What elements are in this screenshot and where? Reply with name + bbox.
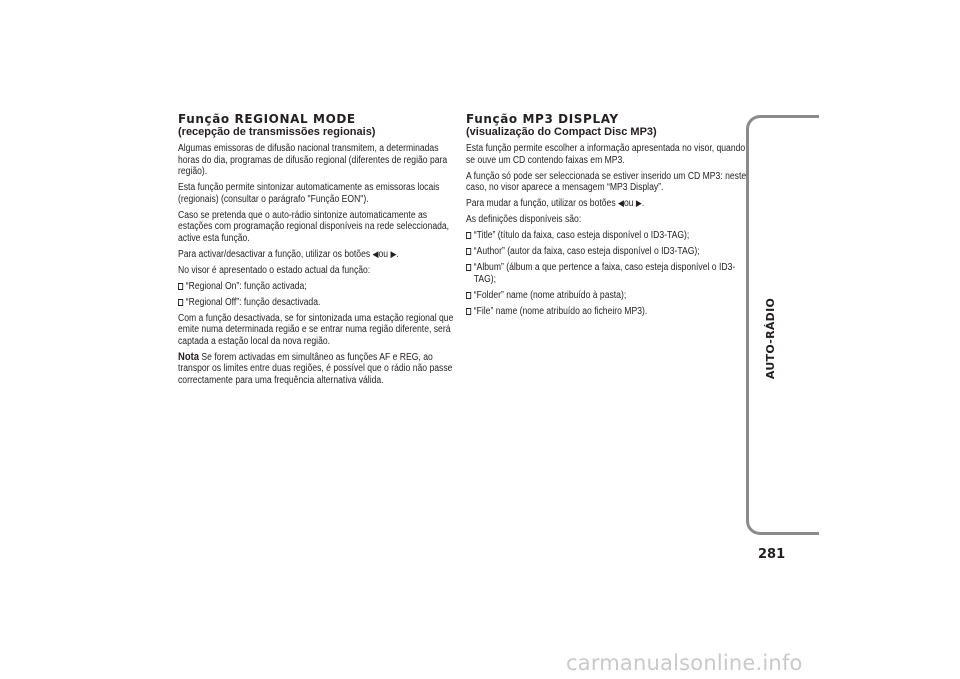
list-item-text: “Album” (álbum a que pertence a faixa, caso esteja disponível o ID3-TAG); <box>473 262 736 285</box>
paragraph: As definições disponíveis são: <box>466 214 582 225</box>
list-item-text: “Regional On”: função activada; <box>185 280 307 292</box>
period: . <box>641 198 645 209</box>
list-item <box>178 297 459 309</box>
or-text: ou <box>623 198 634 209</box>
paragraph: A função só pode ser seleccionada se estiver inserido um CD MP3: neste caso, no visor aparece a mensagem “MP3 Display”. <box>466 170 747 193</box>
list-item <box>178 281 459 293</box>
list-item-text: “Regional Off”: função desactivada. <box>185 296 321 308</box>
paragraph: Com a função desactivada, se for sintonizada uma estação regional que emite numa determinada região e se entrar numa região diferente, será captada a estação local da nova região. <box>178 312 454 347</box>
checkbox-bullet-icon <box>466 232 471 239</box>
note-text: Se forem activadas em simultâneo as funções AF e REG, ao transpor os limites entre duas regiões, é possível que o rádio não passe correctamente para uma frequência alternativa válida. <box>178 351 453 386</box>
checkbox-bullet-icon <box>466 248 471 255</box>
section-label-text: AUTO-RÁDIO <box>764 297 778 379</box>
paragraph: Esta função permite sintonizar automaticamente as emissoras locais (regionais) (consultar o parágrafo "Função EON"). <box>178 182 440 205</box>
note-label: Nota <box>178 350 200 363</box>
or-text: ou <box>378 248 389 260</box>
right-arrow-icon: ▶ <box>635 198 642 208</box>
checkbox-bullet-icon <box>466 308 471 315</box>
list-item <box>466 262 747 285</box>
checkbox-bullet-icon <box>466 264 471 271</box>
paragraph: Esta função permite escolher a informação apresentada no visor, quando se ouve um CD contendo faixas em MP3. <box>466 143 746 166</box>
paragraph: Algumas emissoras de difusão nacional transmitem, a determinadas horas do dia, programas de difusão regional (diferentes de região para região). <box>178 143 448 177</box>
left-arrow-icon: ◀ <box>372 248 379 259</box>
left-column <box>178 113 460 391</box>
period: . <box>396 248 399 260</box>
left-arrow-icon: ◀ <box>618 198 624 208</box>
paragraph: Caso se pretenda que o auto-rádio sintonize automaticamente as estações com programação regional disponíveis na rede seleccionada, active esta função. <box>178 209 450 244</box>
regional-mode-subtitle: (recepção de transmissões regionais) <box>178 126 376 138</box>
right-arrow-icon: ▶ <box>390 248 397 259</box>
checkbox-bullet-icon <box>178 283 183 290</box>
list-item-text: “File” name (nome atribuído ao ficheiro MP3). <box>473 305 648 317</box>
list-item <box>466 290 747 302</box>
list-item-text: “Author” (autor da faixa, caso esteja disponível o ID3-TAG); <box>473 246 700 257</box>
list-item-text: “Folder” name (nome atribuído à pasta); <box>473 289 627 301</box>
paragraph-buttons <box>178 249 459 261</box>
mp3-display-subtitle: (visualização do Compact Disc MP3) <box>466 126 657 138</box>
regional-mode-title: Função REGIONAL MODE <box>178 112 356 126</box>
list-item <box>466 230 747 242</box>
checkbox-bullet-icon <box>466 292 471 299</box>
paragraph-text: Para mudar a função, utilizar os botões <box>466 198 616 209</box>
paragraph-buttons <box>466 198 747 210</box>
checkbox-bullet-icon <box>178 299 183 306</box>
mp3-display-title: Função MP3 DISPLAY <box>466 112 619 126</box>
watermark: carmanualsonline.info <box>566 651 803 675</box>
section-label <box>754 298 788 378</box>
note <box>178 352 459 387</box>
right-column <box>466 113 748 322</box>
list-item <box>466 306 747 318</box>
paragraph-text: Para activar/desactivar a função, utilizar os botões <box>178 248 371 260</box>
list-item <box>466 246 747 258</box>
list-item-text: “Title” (título da faixa, caso esteja disponível o ID3-TAG); <box>473 230 690 241</box>
paragraph: No visor é apresentado o estado actual da função: <box>178 264 371 276</box>
page-number: 281 <box>758 547 786 562</box>
